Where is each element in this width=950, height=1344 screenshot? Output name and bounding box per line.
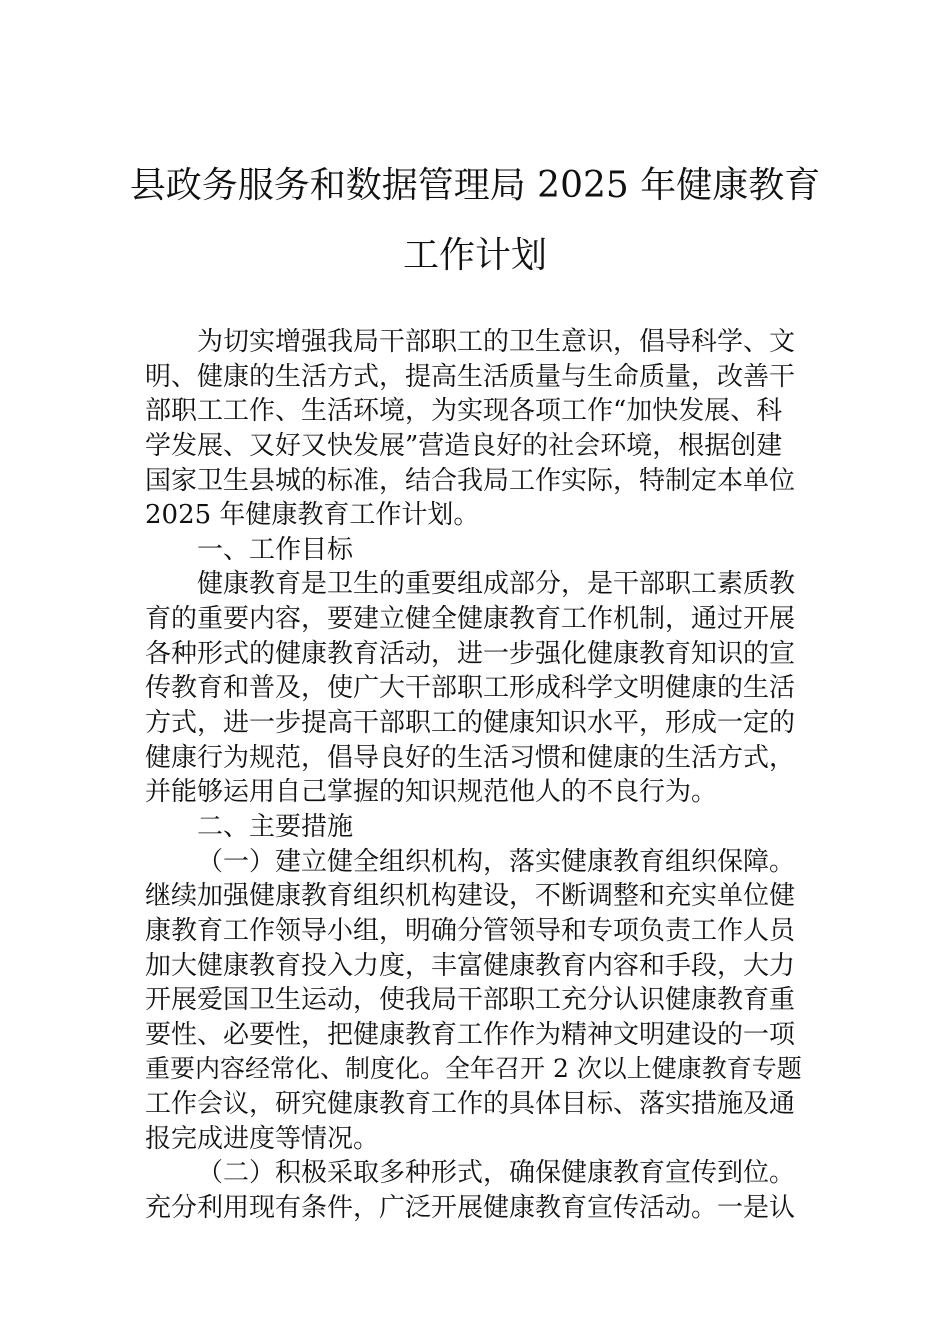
body-text-line: 为切实增强我局干部职工的卫生意识，倡导科学、文 [197,327,796,357]
body-text-line: 健康行为规范，倡导良好的生活习惯和健康的生活方式， [145,742,796,773]
document-body [145,325,807,1226]
body-text-line: 重要内容经常化、制度化。全年召开 2 次以上健康教育专题 [145,1054,802,1084]
body-text-line: 充分利用现有条件，广泛开展健康教育宣传活动。一是认 [145,1193,796,1224]
body-text-line: 二、主要措施 [197,811,354,842]
body-text-line: 部职工工作、生活环境，为实现各项工作“加快发展、科 [145,396,783,427]
body-text-line: 要性、必要性，把健康教育工作作为精神文明建设的一项 [145,1019,796,1050]
body-text-line: （一）建立健全组织机构，落实健康教育组织保障。 [197,846,796,877]
body-text-line: 报完成进度等情况。 [145,1123,380,1154]
body-text-line: 并能够运用自己掌握的知识规范他人的不良行为。 [145,777,718,808]
body-text-line: 国家卫生县城的标准，结合我局工作实际，特制定本单位 [145,465,796,496]
body-text-line: 健康教育是卫生的重要组成部分，是干部职工素质教 [197,569,796,600]
body-text-line: 各种形式的健康教育活动，进一步强化健康教育知识的宣 [145,638,796,669]
body-text-line: 一、工作目标 [197,534,354,565]
body-text-line: 工作会议，研究健康教育工作的具体目标、落实措施及通 [145,1089,796,1120]
body-text-line: 方式，进一步提高干部职工的健康知识水平，形成一定的 [145,708,796,739]
body-text-line: （二）积极采取多种形式，确保健康教育宣传到位。 [197,1158,796,1189]
document-title-line-2: 工作计划 [402,235,547,276]
body-text-line: 育的重要内容，要建立健全健康教育工作机制，通过开展 [145,604,796,635]
body-text-line: 开展爱国卫生运动，使我局干部职工充分认识健康教育重 [145,985,796,1016]
body-text-line: 学发展、又好又快发展”营造良好的社会环境，根据创建 [145,430,783,461]
document-title-line-1: 县政务服务和数据管理局 2025 年健康教育 [129,165,821,206]
body-text-line: 继续加强健康教育组织机构建设，不断调整和充实单位健 [145,881,796,912]
body-text-line: 明、健康的生活方式，提高生活质量与生命质量，改善干 [145,361,796,392]
body-text-line: 康教育工作领导小组，明确分管领导和专项负责工作人员 [145,915,796,946]
body-text-line: 2025 年健康教育工作计划。 [145,500,480,531]
body-text-line: 传教育和普及，使广大干部职工形成科学文明健康的生活 [145,673,796,704]
body-text-line: 加大健康教育投入力度，丰富健康教育内容和手段，大力 [145,950,796,981]
